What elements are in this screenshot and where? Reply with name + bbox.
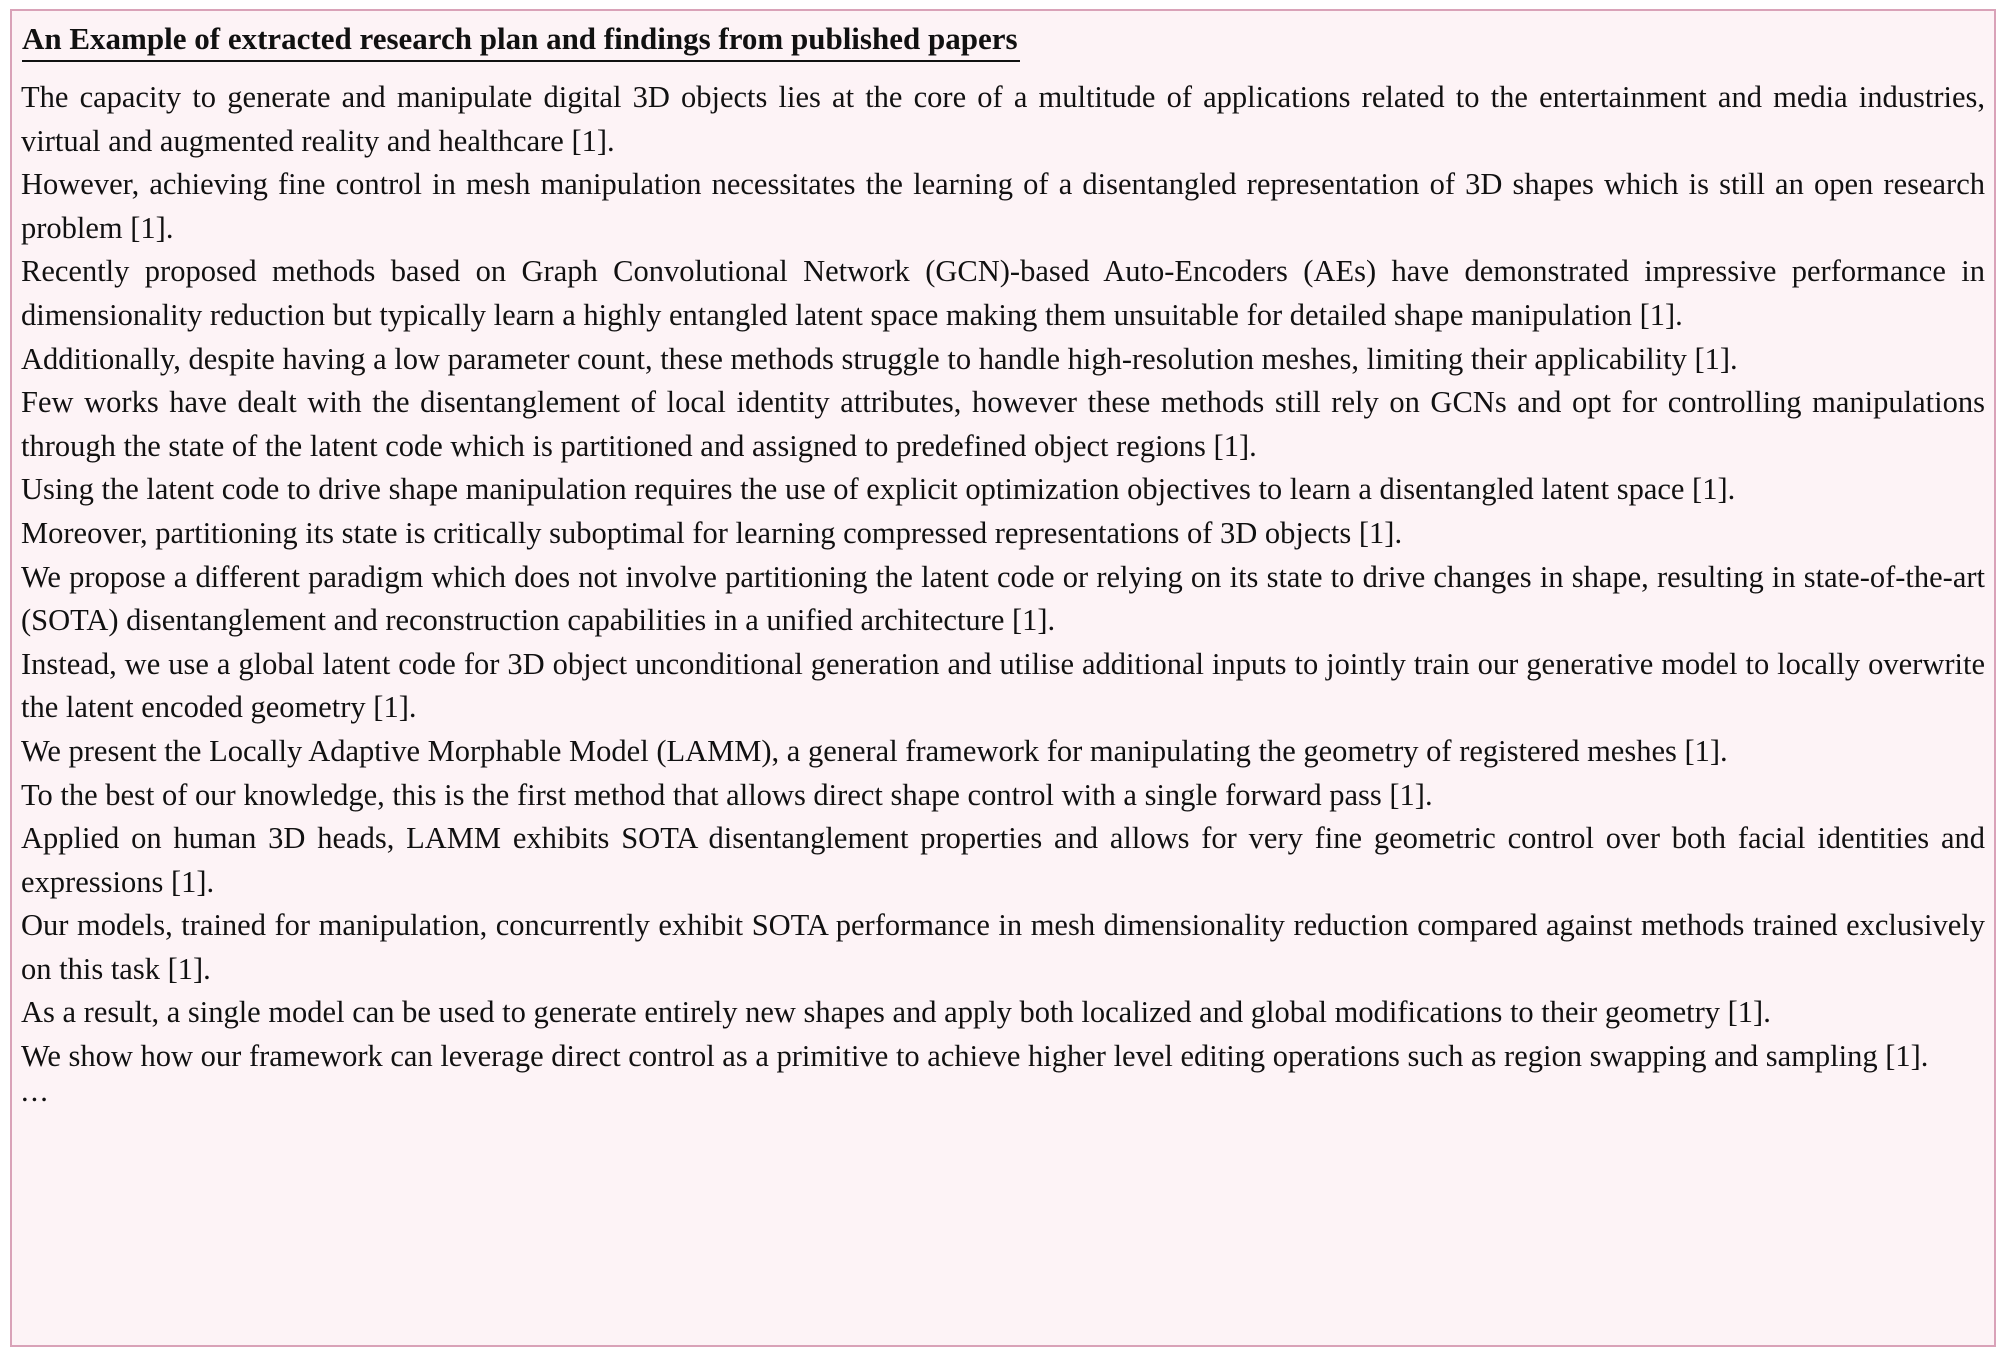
example-box	[10, 9, 1996, 1347]
finding-paragraph: As a result, a single model can be used to generate entirely new shapes and apply both localized and global modifications to their geometry [1].	[21, 995, 1771, 1030]
finding-paragraph: Few works have dealt with the disentanglement of local identity attributes, however these methods still rely on GCNs and opt for controlling manipulations through the state of the latent code which is partitioned and assigned to predefined object regions [1].	[21, 385, 1985, 463]
finding-paragraph: We propose a different paradigm which does not involve partitioning the latent code or relying on its state to drive changes in shape, resulting in state-of-the-art (SOTA) disentanglement and reconstruction capabilities in a unified architecture [1].	[21, 559, 1985, 638]
finding-paragraph: Our models, trained for manipulation, concurrently exhibit SOTA performance in mesh dimensionality reduction compared against methods trained exclusively on this task [1].	[21, 908, 1985, 986]
findings-list	[21, 76, 1985, 1079]
finding-paragraph: We show how our framework can leverage direct control as a primitive to achieve higher level editing operations such as region swapping and sampling [1].	[21, 1039, 1929, 1074]
finding-paragraph: Additionally, despite having a low parameter count, these methods struggle to handle high-resolution meshes, limiting their applicability [1].	[21, 341, 1738, 376]
finding-paragraph: We present the Locally Adaptive Morphable Model (LAMM), a general framework for manipulating the geometry of registered meshes [1].	[21, 733, 1728, 768]
finding-paragraph: However, achieving fine control in mesh manipulation necessitates the learning of a disentangled representation of 3D shapes which is still an open research problem [1].	[21, 167, 1985, 245]
box-title: An Example of extracted research plan and findings from published papers	[22, 21, 1020, 62]
finding-paragraph: Moreover, partitioning its state is critically suboptimal for learning compressed representations of 3D objects [1].	[21, 515, 1403, 550]
finding-paragraph: Recently proposed methods based on Graph Convolutional Network (GCN)-based Auto-Encoders (AEs) have demonstrated impressive performance in dimensionality reduction but typically learn a highly entangled latent space making them unsuitable for detailed shape manipulation [1].	[21, 254, 1985, 332]
finding-paragraph: Instead, we use a global latent code for 3D object unconditional generation and utilise additional inputs to jointly train our generative model to locally overwrite the latent encoded geometry [1].	[21, 646, 1985, 725]
finding-paragraph: Using the latent code to drive shape manipulation requires the use of explicit optimization objectives to learn a disentangled latent space [1].	[21, 472, 1736, 507]
finding-paragraph: The capacity to generate and manipulate digital 3D objects lies at the core of a multitude of applications related to the entertainment and media industries, virtual and augmented reality and healthcare [1].	[21, 80, 1985, 158]
continuation-ellipsis: ...	[21, 1073, 50, 1108]
finding-paragraph: To the best of our knowledge, this is the first method that allows direct shape control with a single forward pass [1].	[21, 777, 1433, 812]
finding-paragraph: Applied on human 3D heads, LAMM exhibits SOTA disentanglement properties and allows for very fine geometric control over both facial identities and expressions [1].	[21, 821, 1985, 899]
